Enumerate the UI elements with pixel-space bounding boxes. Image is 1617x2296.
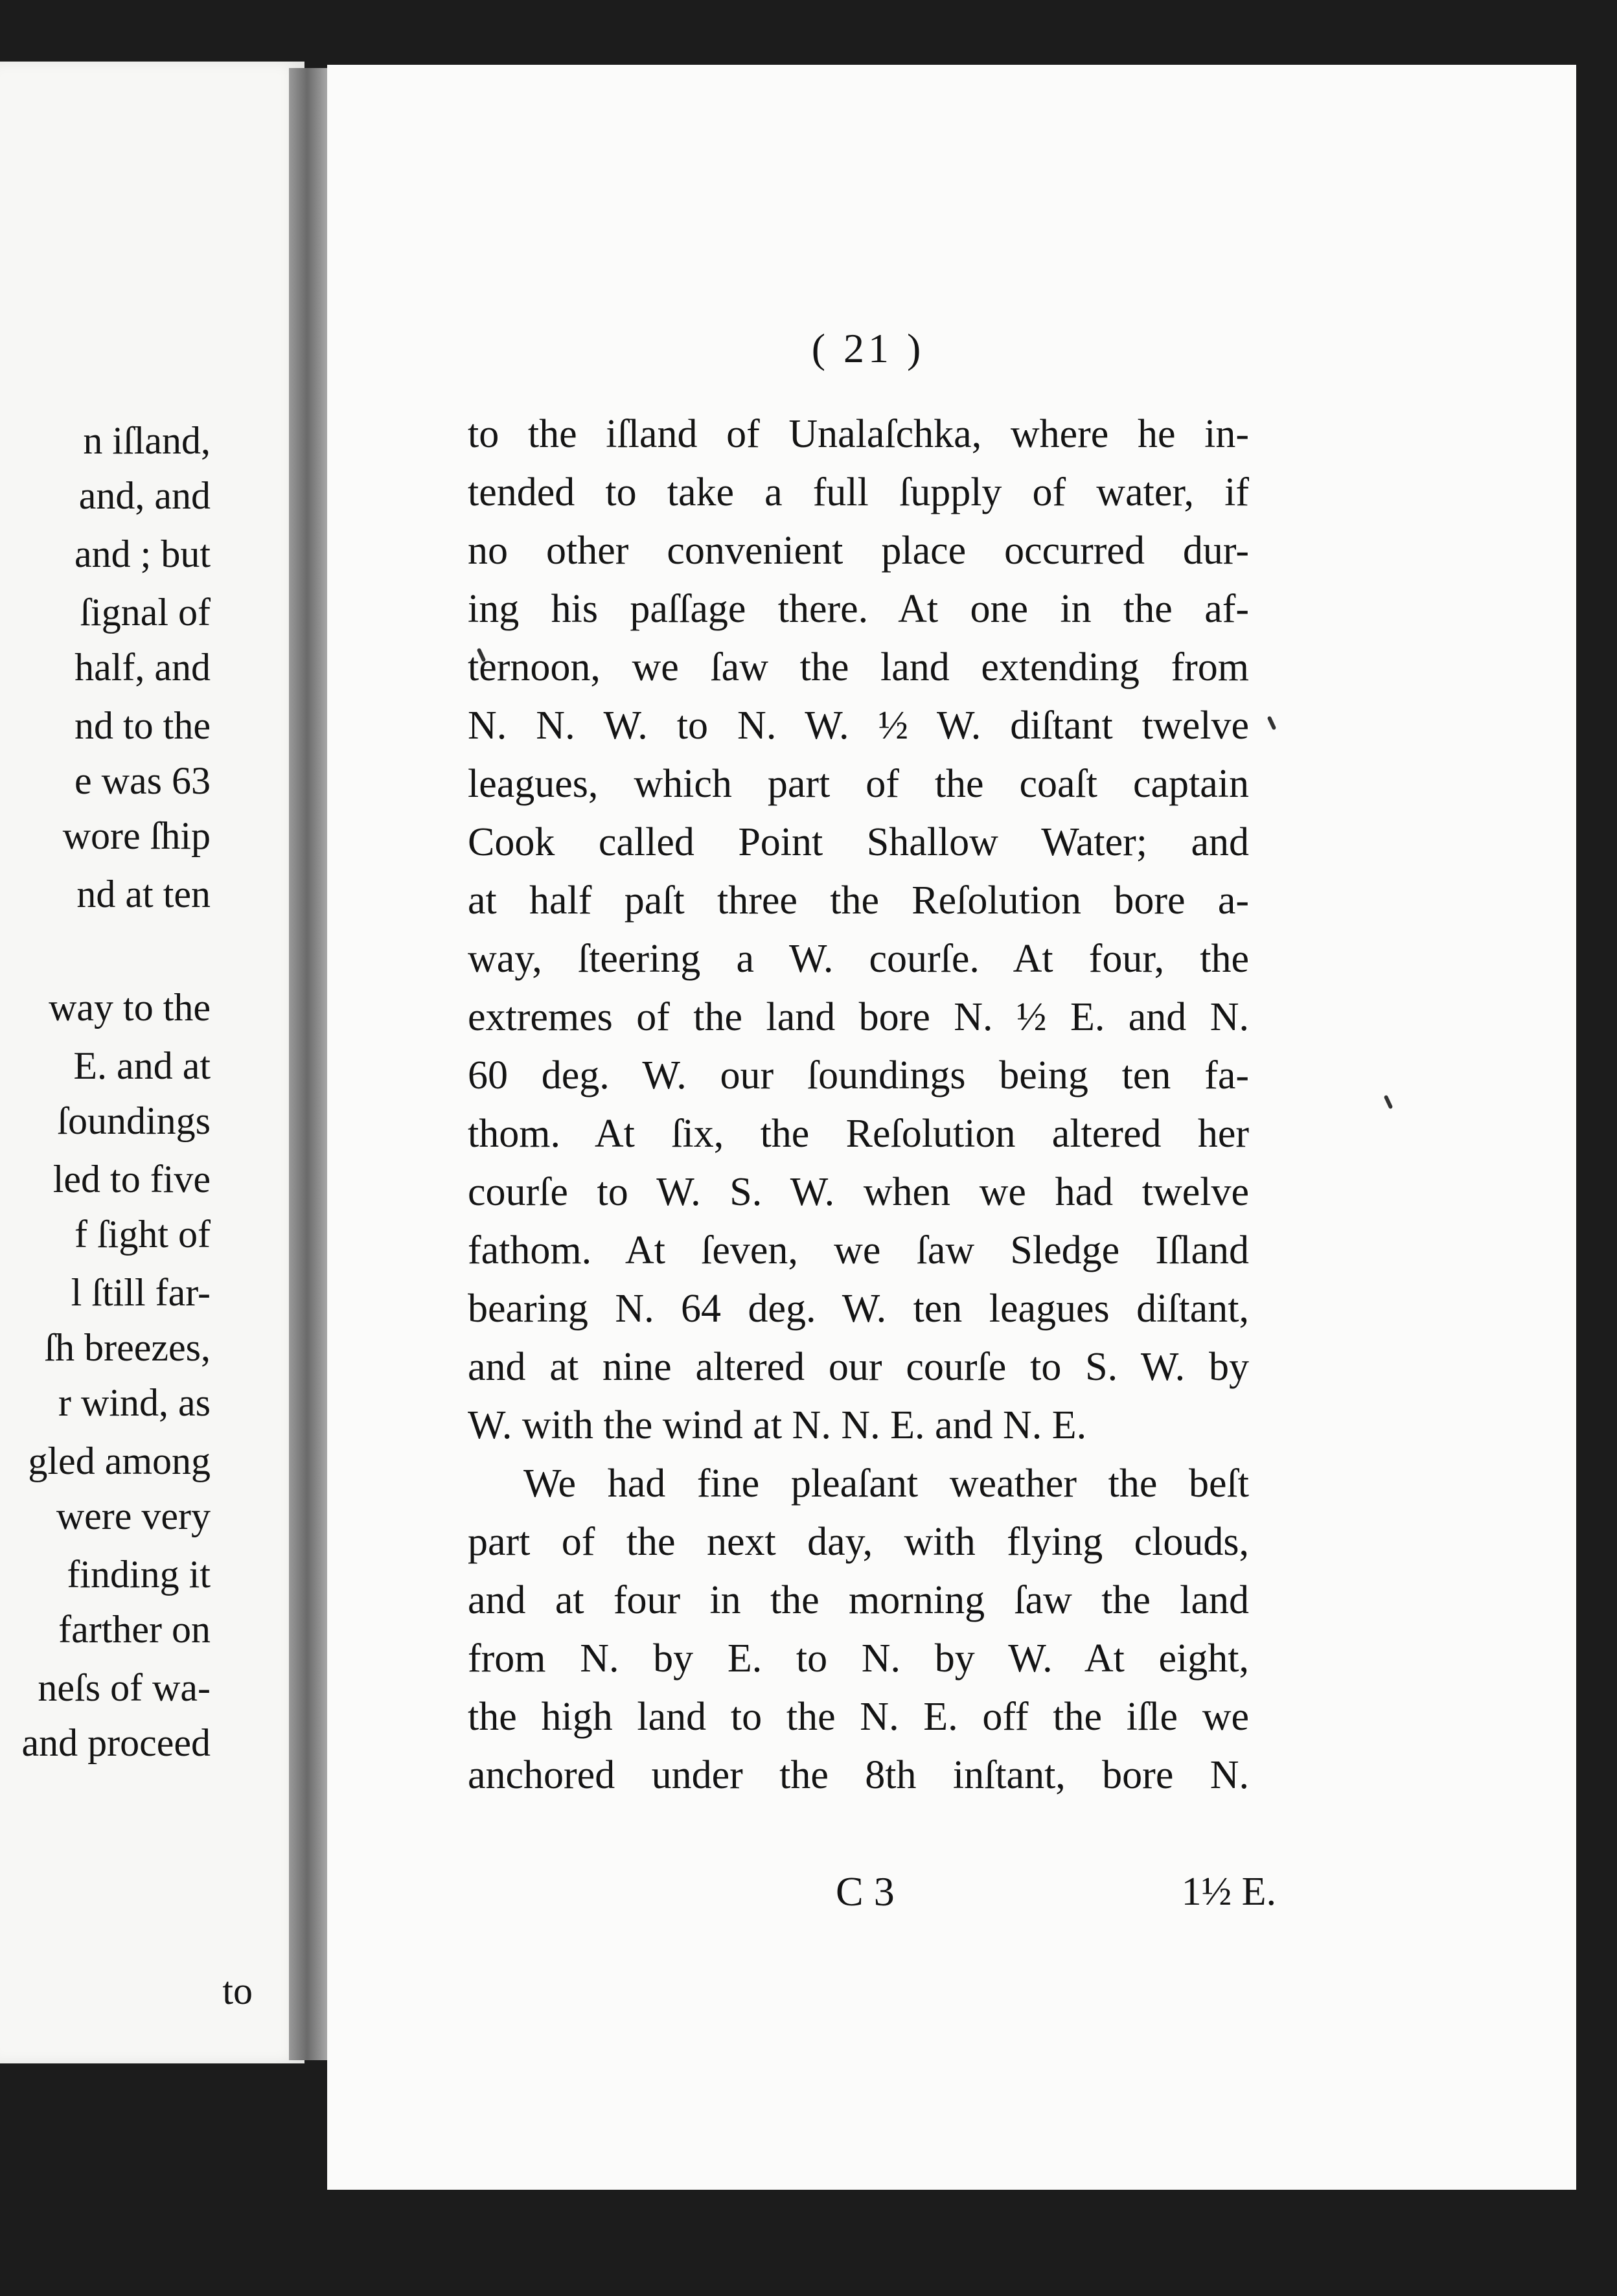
left-page-line: led to five bbox=[52, 1158, 211, 1200]
text-line: the high land to the N. E. off the iſle we bbox=[468, 1695, 1249, 1739]
text-line: courſe to W. S. W. when we had twelve bbox=[468, 1170, 1249, 1214]
text-line: at half paſt three the Reſolution bore a- bbox=[468, 878, 1249, 923]
stray-mark bbox=[1267, 716, 1277, 730]
left-page-line: nd at ten bbox=[76, 873, 211, 915]
text-line: anchored under the 8th inſtant, bore N. bbox=[468, 1753, 1249, 1797]
text-line: bearing N. 64 deg. W. ten leagues diſtant, bbox=[468, 1287, 1249, 1331]
left-page-line: f ſight of bbox=[75, 1213, 211, 1256]
left-page-line: l ſtill far- bbox=[71, 1271, 211, 1314]
text-line: leagues, which part of the coaſt captain bbox=[468, 762, 1249, 806]
text-line: Cook called Point Shallow Water; and bbox=[468, 820, 1249, 864]
left-page-line: nd to the bbox=[75, 704, 211, 747]
left-page-catchword: to bbox=[222, 1969, 253, 2012]
text-line: N. N. W. to N. W. ½ W. diſtant twelve bbox=[468, 704, 1249, 748]
left-page-line: and proceed bbox=[21, 1721, 211, 1764]
text-line: from N. by E. to N. by W. At eight, bbox=[468, 1636, 1249, 1681]
left-page-line: ſoundings bbox=[57, 1099, 211, 1142]
left-page-line: E. and at bbox=[73, 1044, 211, 1087]
left-page-line: finding it bbox=[67, 1553, 211, 1596]
left-page-line: and, and bbox=[78, 474, 211, 517]
left-page-line: farther on bbox=[58, 1608, 211, 1651]
text-line: 60 deg. W. our ſoundings being ten fa- bbox=[468, 1053, 1249, 1097]
text-line: to the iſland of Unalaſchka, where he in- bbox=[468, 412, 1249, 456]
left-page-line: e was 63 bbox=[75, 759, 211, 802]
left-page-line: ſignal of bbox=[80, 591, 211, 634]
text-line: and at four in the morning ſaw the land bbox=[468, 1578, 1249, 1622]
signature-mark: C 3 bbox=[836, 1868, 895, 1914]
stray-mark bbox=[1384, 1095, 1393, 1109]
text-line: ing his paſſage there. At one in the af- bbox=[468, 587, 1249, 631]
left-page-line: way to the bbox=[49, 986, 211, 1029]
left-page-line: ſh breezes, bbox=[44, 1326, 211, 1369]
left-page-line: gled among bbox=[28, 1440, 211, 1482]
text-line: and at nine altered our courſe to S. W. by bbox=[468, 1345, 1249, 1389]
text-line: fathom. At ſeven, we ſaw Sledge Iſland bbox=[468, 1228, 1249, 1272]
left-page-line: wore ſhip bbox=[62, 814, 211, 857]
text-line: part of the next day, with flying clouds, bbox=[468, 1520, 1249, 1564]
text-line: thom. At ſix, the Reſolution altered her bbox=[468, 1112, 1249, 1156]
text-line: W. with the wind at N. N. E. and N. E. bbox=[468, 1403, 1087, 1447]
left-page-line: n iſland, bbox=[83, 419, 211, 462]
left-page-line: and ; but bbox=[75, 533, 211, 575]
text-line: extremes of the land bore N. ½ E. and N. bbox=[468, 995, 1249, 1039]
left-page-line: neſs of wa- bbox=[38, 1666, 211, 1709]
text-line: ternoon, we ſaw the land extending from bbox=[468, 645, 1249, 689]
left-page-line: were very bbox=[56, 1495, 211, 1537]
catchword: 1½ E. bbox=[1181, 1870, 1276, 1914]
text-line: way, ſteering a W. courſe. At four, the bbox=[468, 937, 1249, 981]
paragraph-first-line: We had fine pleaſant weather the beſt bbox=[523, 1462, 1249, 1506]
left-page-line bbox=[0, 923, 304, 982]
left-page-line: r wind, as bbox=[58, 1381, 211, 1424]
left-page-line: half, and bbox=[75, 646, 211, 689]
page-number: ( 21 ) bbox=[811, 325, 925, 371]
text-line: no other convenient place occurred dur- bbox=[468, 529, 1249, 573]
text-line: tended to take a full ſupply of water, if bbox=[468, 470, 1249, 514]
left-page bbox=[0, 62, 304, 2063]
